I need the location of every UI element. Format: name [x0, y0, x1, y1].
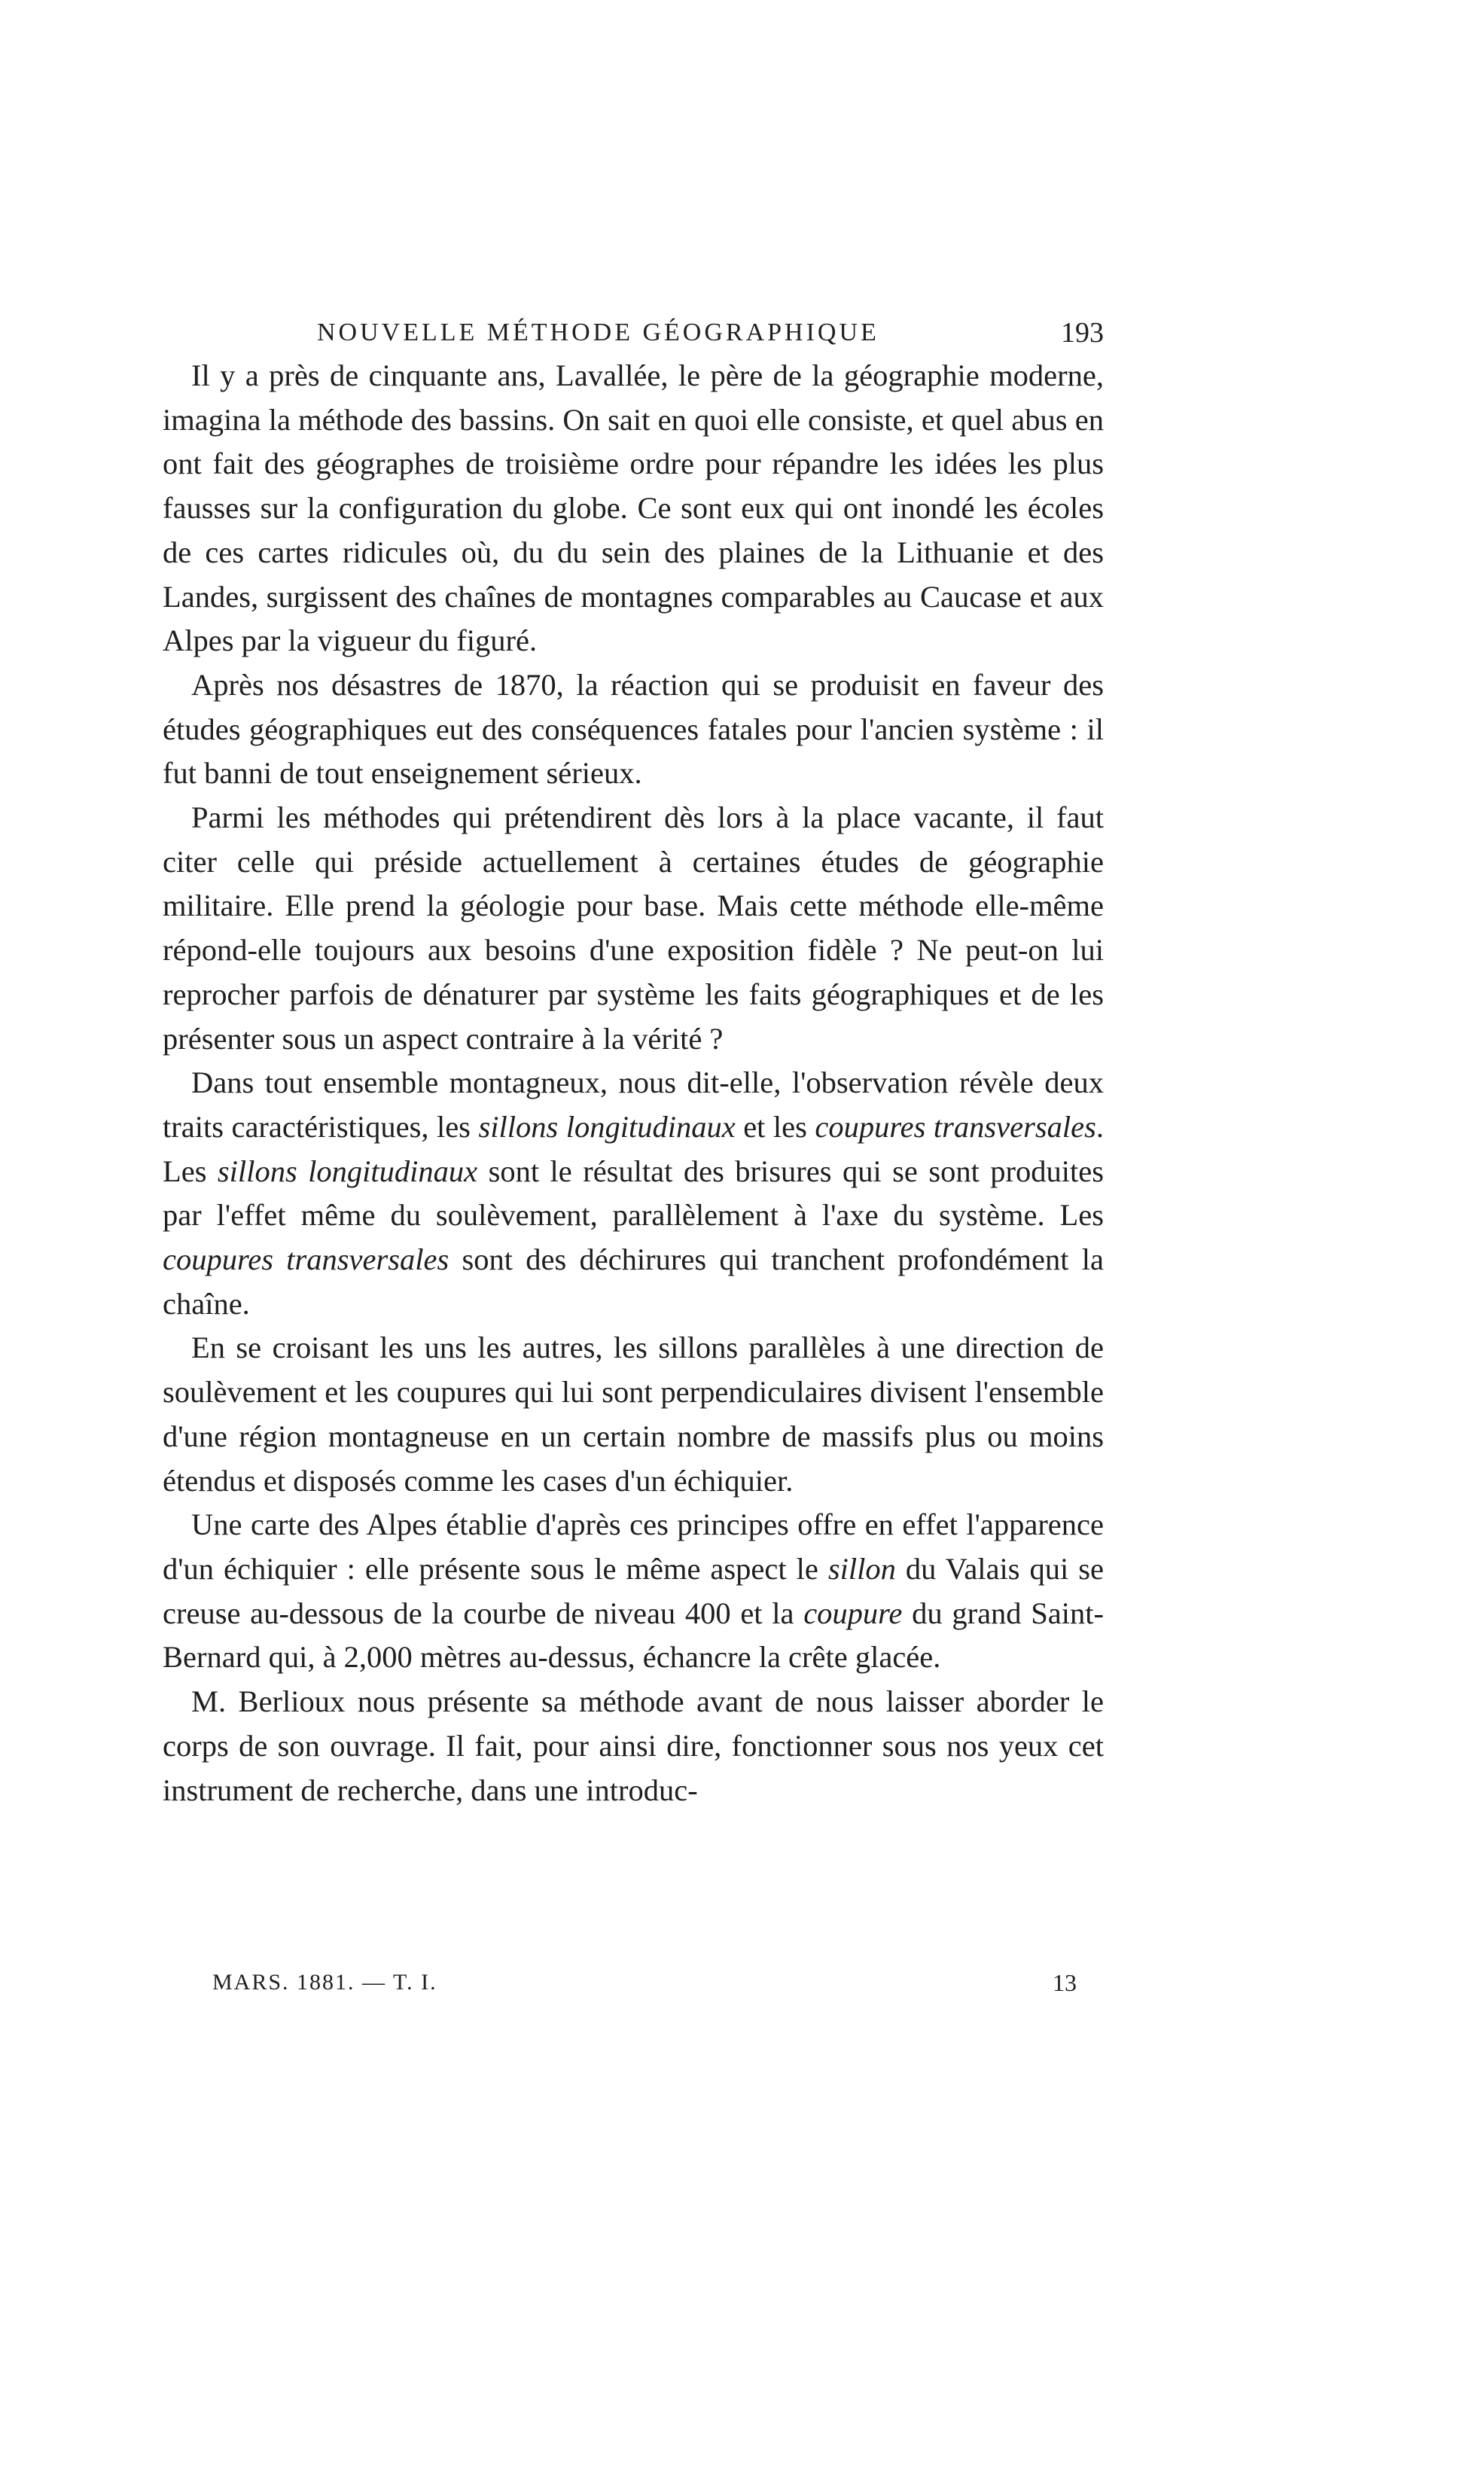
page-footer [163, 1964, 1104, 2001]
paragraph-4-text-5: sont des déchirures qui tranchent profondément la chaîne. [163, 1242, 1104, 1321]
paragraph-5: En se croisant les uns les autres, les sillons parallèles à une direction de soulèvement et les coupures qui lui sont perpendiculaires divisent l'ensemble d'une région montagneuse en un certain nombre de massifs plus ou moins étendus et disposés comme les cases d'un échiquier. [163, 1330, 1104, 1498]
paragraph-4-text-3: . Les [163, 1109, 1104, 1188]
paragraph-3: Parmi les méthodes qui prétendirent dès lors à la place vacante, il faut citer celle qui préside actuellement à certaines études de géographie militaire. Elle prend la géologie pour base. Mais cette méthode elle-même répond-elle toujours aux besoins d'une exposition fidèle ? Ne peut-on lui reprocher parfois de dénaturer par système les faits géographiques et de les présenter sous un aspect contraire à la vérité ? [163, 800, 1104, 1056]
paragraph-6-text-3: du grand Saint-Bernard qui, à 2,000 mètres au-dessus, échancre la crête glacée. [163, 1596, 1104, 1675]
paragraph-4-text-1: Dans tout ensemble montagneux, nous dit-elle, l'observation révèle deux traits caractéristiques, les [163, 1065, 1104, 1144]
paragraph-6-italic-2: coupure [803, 1596, 903, 1630]
paragraph-4-italic-4: coupures transversales [163, 1242, 449, 1277]
running-title: NOUVELLE MÉTHODE GÉOGRAPHIQUE [317, 319, 879, 346]
paragraph-1: Il y a près de cinquante ans, Lavallée, le père de la géographie moderne, imagina la méthode des bassins. On sait en quoi elle consiste, et quel abus en ont fait des géographes de troisième ordre pour répandre les idées les plus fausses sur la configuration du globe. Ce sont eux qui ont inondé les écoles de ces cartes ridicules où, du du sein des plaines de la Lithuanie et des Landes, surgissent des chaînes de montagnes comparables au Caucase et aux Alpes par la vigueur du figuré. [163, 358, 1104, 658]
paragraph-2: Après nos désastres de 1870, la réaction qui se produisit en faveur des études géographiques eut des conséquences fatales pour l'ancien système : il fut banni de tout enseignement sérieux. [163, 667, 1104, 791]
paragraph-4-italic-3: sillons longitudinaux [217, 1154, 478, 1188]
paragraph-7: M. Berlioux nous présente sa méthode avant de nous laisser aborder le corps de son ouvrage. Il fait, pour ainsi dire, fonctionner sous nos yeux cet instrument de recherche, dans une introduc- [163, 1684, 1104, 1807]
paragraph-4-text-4: sont le résultat des brisures qui se sont produites par l'effet même du soulèvement, parallèlement à l'axe du système. Les [163, 1154, 1105, 1233]
page-number: 193 [1061, 317, 1104, 349]
paragraph-6 [163, 1503, 1104, 1680]
paragraph-6-text-1: Une carte des Alpes établie d'après ces principes offre en effet l'apparence d'un échiquier : elle présente sous le même aspect le [163, 1507, 1104, 1586]
paragraph-4-italic-1: sillons longitudinaux [478, 1109, 736, 1144]
paragraph-6-text-2: du Valais qui se creuse au-dessous de la courbe de niveau 400 et la [163, 1551, 1105, 1630]
paragraph-6-italic-1: sillon [827, 1551, 896, 1586]
footer-signature: MARS. 1881. — T. I. [212, 1970, 437, 1995]
paragraph-4-text-2: et les [735, 1109, 815, 1144]
paragraph-4-italic-2: coupures transversales [815, 1109, 1096, 1144]
paragraph-4 [163, 1061, 1104, 1326]
footer-sheet-number: 13 [1053, 1969, 1077, 1996]
body-text [163, 354, 1104, 1812]
running-head [163, 313, 1104, 352]
